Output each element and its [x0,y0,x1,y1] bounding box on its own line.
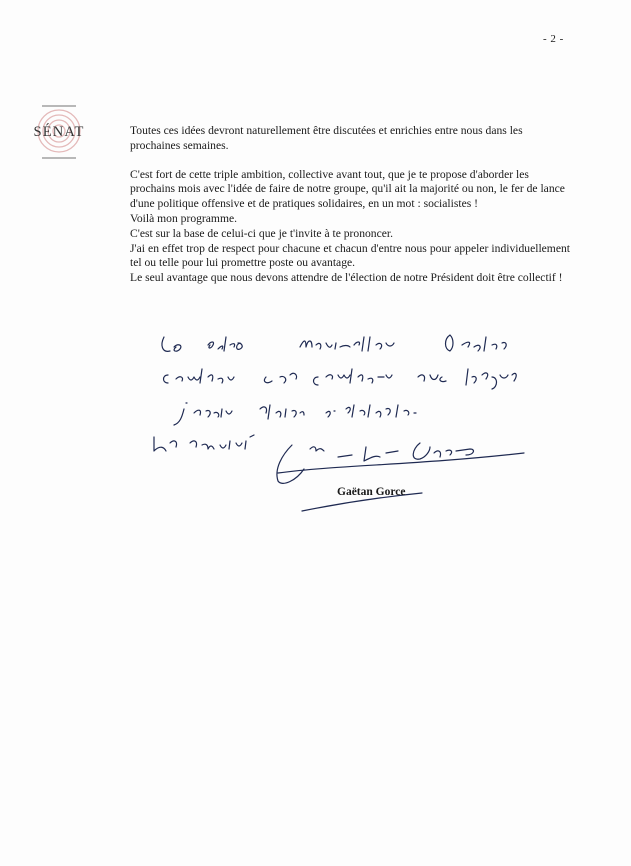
paragraph: Toutes ces idées devront naturellement être discutées et enrichies entre nous dans les prochaines semaines. [130,124,523,152]
logo-wordmark: SÉNAT [33,124,85,140]
paragraph: C'est fort de cette triple ambition, collective avant tout, que je te propose d'aborder les prochains mois avec l'idée de faire de notre groupe, qu'il ait la majorité ou non, le fer de lance d'une politique offensive et de pratiques solidaires, en un mot : socialistes ! [130,167,565,211]
paragraph: Le seul avantage que nous devons attendre de l'élection de notre Président doit être collectif ! [130,271,563,285]
letter-body [130,124,570,286]
signature-name: Gaëtan Gorce [337,486,406,498]
paragraph: C'est sur la base de celui-ci que je t'invite à te prononcer. [130,226,394,240]
paragraph: J'ai en effet trop de respect pour chacune et chacun d'entre nous pour appeler individuellement tel ou telle pour lui promettre poste ou avantage. [130,241,570,270]
paragraph: Voilà mon programme. [130,211,238,225]
page-number: - 2 - [543,33,564,45]
senat-logo [30,104,88,160]
